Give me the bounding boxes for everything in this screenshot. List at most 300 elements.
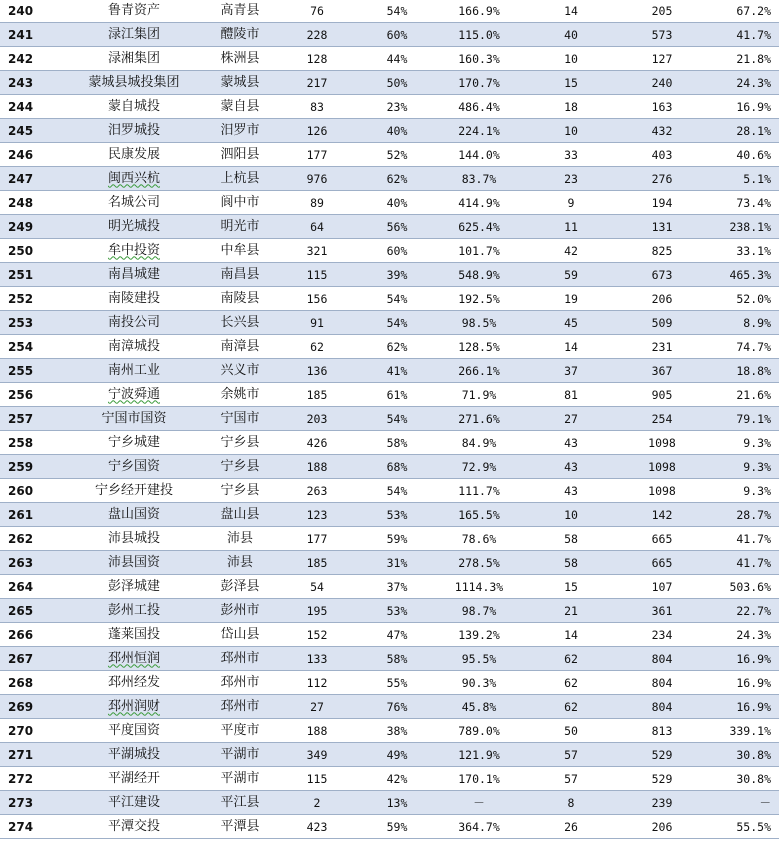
value-cell: 127 (616, 47, 708, 71)
table-row (0, 311, 779, 335)
table-row (0, 143, 779, 167)
percent-cell: 79.1% (708, 407, 779, 431)
value-cell: 76 (272, 0, 362, 23)
value-cell: 234 (616, 623, 708, 647)
value-cell: 128 (272, 47, 362, 71)
value-cell: 45 (526, 311, 616, 335)
percent-cell: 5.1% (708, 167, 779, 191)
value-cell: 81 (526, 383, 616, 407)
ratio-cell: 90.3% (432, 671, 526, 695)
company-name-cell: 汨罗城投 (60, 119, 208, 143)
value-cell: 131 (616, 215, 708, 239)
company-name-cell: 邳州经发 (60, 671, 208, 695)
company-name-cell (60, 695, 208, 719)
table-row (0, 575, 779, 599)
company-name-cell (60, 167, 208, 191)
percent-cell: 40% (362, 119, 432, 143)
percent-cell: 59% (362, 815, 432, 839)
table-row (0, 647, 779, 671)
percent-cell: 18.8% (708, 359, 779, 383)
company-name-text: 邳州恒润 (107, 650, 160, 666)
company-name-cell: 鲁青资产 (60, 0, 208, 23)
value-cell: 59 (526, 263, 616, 287)
table-row (0, 263, 779, 287)
rank-cell: 271 (0, 743, 60, 767)
company-name-cell: 平潭交投 (60, 815, 208, 839)
region-cell: 长兴县 (208, 311, 272, 335)
company-name-cell: 渌湘集团 (60, 47, 208, 71)
region-cell: 上杭县 (208, 167, 272, 191)
value-cell: 123 (272, 503, 362, 527)
table-row (0, 0, 779, 23)
value-cell: 529 (616, 743, 708, 767)
value-cell: 2 (272, 791, 362, 815)
value-cell: 19 (526, 287, 616, 311)
table-row (0, 599, 779, 623)
rank-cell: 268 (0, 671, 60, 695)
ratio-cell: 548.9% (432, 263, 526, 287)
percent-cell: 30.8% (708, 767, 779, 791)
percent-cell: 47% (362, 623, 432, 647)
percent-cell: 53% (362, 503, 432, 527)
percent-cell: 24.3% (708, 623, 779, 647)
region-cell: 明光市 (208, 215, 272, 239)
value-cell: 203 (272, 407, 362, 431)
rank-cell: 249 (0, 215, 60, 239)
value-cell: 156 (272, 287, 362, 311)
value-cell: 14 (526, 623, 616, 647)
value-cell: 349 (272, 743, 362, 767)
region-cell: 平度市 (208, 719, 272, 743)
percent-cell: 33.1% (708, 239, 779, 263)
value-cell: 152 (272, 623, 362, 647)
company-name-cell: 南投公司 (60, 311, 208, 335)
percent-cell: 22.7% (708, 599, 779, 623)
value-cell: 107 (616, 575, 708, 599)
ratio-cell: 98.7% (432, 599, 526, 623)
region-cell: 沛县 (208, 551, 272, 575)
company-name-cell: 平湖城投 (60, 743, 208, 767)
company-name-cell: 蒙自城投 (60, 95, 208, 119)
value-cell: 426 (272, 431, 362, 455)
percent-cell: 50% (362, 71, 432, 95)
rank-cell: 272 (0, 767, 60, 791)
percent-cell: 40.6% (708, 143, 779, 167)
value-cell: 206 (616, 287, 708, 311)
rank-cell: 245 (0, 119, 60, 143)
value-cell: 37 (526, 359, 616, 383)
value-cell: 26 (526, 815, 616, 839)
value-cell: 62 (526, 647, 616, 671)
ratio-cell: － (432, 791, 526, 815)
value-cell: 254 (616, 407, 708, 431)
percent-cell: 238.1% (708, 215, 779, 239)
table-row (0, 767, 779, 791)
table-row (0, 815, 779, 839)
percent-cell: 58% (362, 647, 432, 671)
table-row (0, 791, 779, 815)
value-cell: 263 (272, 479, 362, 503)
value-cell: 188 (272, 719, 362, 743)
rank-cell: 265 (0, 599, 60, 623)
percent-cell: 54% (362, 311, 432, 335)
region-cell: 邳州市 (208, 671, 272, 695)
value-cell: 673 (616, 263, 708, 287)
percent-cell: 49% (362, 743, 432, 767)
percent-cell: 56% (362, 215, 432, 239)
rank-cell: 253 (0, 311, 60, 335)
rank-cell: 261 (0, 503, 60, 527)
percent-cell: 30.8% (708, 743, 779, 767)
value-cell: 115 (272, 767, 362, 791)
rank-cell: 255 (0, 359, 60, 383)
percent-cell: 465.3% (708, 263, 779, 287)
ratio-cell: 170.1% (432, 767, 526, 791)
rank-cell: 257 (0, 407, 60, 431)
percent-cell: 44% (362, 47, 432, 71)
company-name-cell: 宁乡经开建投 (60, 479, 208, 503)
value-cell: 804 (616, 647, 708, 671)
ratio-cell: 78.6% (432, 527, 526, 551)
percent-cell: 54% (362, 287, 432, 311)
region-cell: 宁乡县 (208, 431, 272, 455)
region-cell: 株洲县 (208, 47, 272, 71)
rank-cell: 274 (0, 815, 60, 839)
percent-cell: 16.9% (708, 695, 779, 719)
table-row (0, 527, 779, 551)
company-name-cell: 名城公司 (60, 191, 208, 215)
region-cell: 余姚市 (208, 383, 272, 407)
region-cell: 泗阳县 (208, 143, 272, 167)
value-cell: 21 (526, 599, 616, 623)
value-cell: 905 (616, 383, 708, 407)
ratio-cell: 83.7% (432, 167, 526, 191)
value-cell: 40 (526, 23, 616, 47)
percent-cell: 28.1% (708, 119, 779, 143)
value-cell: 194 (616, 191, 708, 215)
percent-cell: 37% (362, 575, 432, 599)
ratio-cell: 625.4% (432, 215, 526, 239)
company-name-cell: 宁乡城建 (60, 431, 208, 455)
value-cell: 133 (272, 647, 362, 671)
value-cell: 62 (526, 695, 616, 719)
value-cell: 423 (272, 815, 362, 839)
rank-cell: 250 (0, 239, 60, 263)
company-name-text: 闽西兴杭 (107, 170, 160, 186)
ratio-cell: 95.5% (432, 647, 526, 671)
percent-cell: 62% (362, 167, 432, 191)
rank-cell: 244 (0, 95, 60, 119)
percent-cell: 73.4% (708, 191, 779, 215)
rank-cell: 273 (0, 791, 60, 815)
value-cell: 27 (526, 407, 616, 431)
value-cell: 126 (272, 119, 362, 143)
table-row (0, 71, 779, 95)
ratio-cell: 278.5% (432, 551, 526, 575)
company-name-cell: 平湖经开 (60, 767, 208, 791)
company-name-cell: 渌江集团 (60, 23, 208, 47)
percent-cell: 61% (362, 383, 432, 407)
value-cell: 1098 (616, 479, 708, 503)
table-row (0, 287, 779, 311)
value-cell: 14 (526, 0, 616, 23)
percent-cell: 16.9% (708, 95, 779, 119)
company-name-text: 牟中投资 (107, 242, 160, 258)
percent-cell: 38% (362, 719, 432, 743)
table-row (0, 95, 779, 119)
percent-cell: 42% (362, 767, 432, 791)
table-row (0, 743, 779, 767)
value-cell: 188 (272, 455, 362, 479)
company-name-cell: 南漳城投 (60, 335, 208, 359)
table-row (0, 431, 779, 455)
ratio-cell: 160.3% (432, 47, 526, 71)
ratio-cell: 144.0% (432, 143, 526, 167)
company-name-cell (60, 239, 208, 263)
rank-cell: 258 (0, 431, 60, 455)
table-row (0, 47, 779, 71)
ratio-cell: 266.1% (432, 359, 526, 383)
rank-cell: 270 (0, 719, 60, 743)
percent-cell: 339.1% (708, 719, 779, 743)
percent-cell: 58% (362, 431, 432, 455)
rank-cell: 240 (0, 0, 60, 23)
region-cell: 南漳县 (208, 335, 272, 359)
rank-cell: 266 (0, 623, 60, 647)
value-cell: 64 (272, 215, 362, 239)
rank-cell: 264 (0, 575, 60, 599)
value-cell: 403 (616, 143, 708, 167)
ratio-cell: 224.1% (432, 119, 526, 143)
company-name-cell: 宁国市国资 (60, 407, 208, 431)
value-cell: 50 (526, 719, 616, 743)
rank-cell: 262 (0, 527, 60, 551)
percent-cell: 55% (362, 671, 432, 695)
rank-cell: 259 (0, 455, 60, 479)
percent-cell: 16.9% (708, 671, 779, 695)
ratio-cell: 789.0% (432, 719, 526, 743)
region-cell: 彭泽县 (208, 575, 272, 599)
company-name-cell: 蓬莱国投 (60, 623, 208, 647)
rank-cell: 269 (0, 695, 60, 719)
company-name-cell: 南陵建投 (60, 287, 208, 311)
percent-cell: 41.7% (708, 527, 779, 551)
value-cell: 231 (616, 335, 708, 359)
value-cell: 573 (616, 23, 708, 47)
value-cell: 177 (272, 527, 362, 551)
company-name-text: 邳州润财 (107, 698, 160, 714)
region-cell: 阆中市 (208, 191, 272, 215)
ratio-cell: 414.9% (432, 191, 526, 215)
table-row (0, 119, 779, 143)
value-cell: 10 (526, 47, 616, 71)
ratio-cell: 364.7% (432, 815, 526, 839)
value-cell: 825 (616, 239, 708, 263)
ratio-cell: 128.5% (432, 335, 526, 359)
region-cell: 宁国市 (208, 407, 272, 431)
rank-cell: 247 (0, 167, 60, 191)
region-cell: 宁乡县 (208, 455, 272, 479)
value-cell: 185 (272, 383, 362, 407)
company-name-cell: 彭泽城建 (60, 575, 208, 599)
region-cell: 沛县 (208, 527, 272, 551)
table-row (0, 719, 779, 743)
region-cell: 蒙城县 (208, 71, 272, 95)
company-name-cell: 南昌城建 (60, 263, 208, 287)
rank-cell: 263 (0, 551, 60, 575)
percent-cell: 67.2% (708, 0, 779, 23)
value-cell: 813 (616, 719, 708, 743)
percent-cell: 41.7% (708, 23, 779, 47)
region-cell: 宁乡县 (208, 479, 272, 503)
table-row (0, 455, 779, 479)
rank-cell: 242 (0, 47, 60, 71)
value-cell: 33 (526, 143, 616, 167)
company-name-cell: 明光城投 (60, 215, 208, 239)
percent-cell: 54% (362, 479, 432, 503)
region-cell: 平湖市 (208, 767, 272, 791)
table-row (0, 335, 779, 359)
percent-cell: 41.7% (708, 551, 779, 575)
region-cell: 邳州市 (208, 647, 272, 671)
value-cell: 361 (616, 599, 708, 623)
percent-cell: 31% (362, 551, 432, 575)
rank-cell: 243 (0, 71, 60, 95)
rank-cell: 241 (0, 23, 60, 47)
rank-cell: 248 (0, 191, 60, 215)
percent-cell: 60% (362, 23, 432, 47)
value-cell: 18 (526, 95, 616, 119)
percent-cell: 9.3% (708, 431, 779, 455)
percent-cell: 41% (362, 359, 432, 383)
rank-cell: 251 (0, 263, 60, 287)
company-name-cell: 平度国资 (60, 719, 208, 743)
value-cell: 142 (616, 503, 708, 527)
company-name-cell: 宁乡国资 (60, 455, 208, 479)
region-cell: 平潭县 (208, 815, 272, 839)
percent-cell: 60% (362, 239, 432, 263)
ratio-cell: 84.9% (432, 431, 526, 455)
table-row (0, 23, 779, 47)
value-cell: 62 (272, 335, 362, 359)
ratio-cell: 192.5% (432, 287, 526, 311)
value-cell: 195 (272, 599, 362, 623)
company-name-cell: 蒙城县城投集团 (60, 71, 208, 95)
company-name-cell: 平江建设 (60, 791, 208, 815)
value-cell: 43 (526, 431, 616, 455)
percent-cell: 53% (362, 599, 432, 623)
ratio-cell: 98.5% (432, 311, 526, 335)
value-cell: 1098 (616, 455, 708, 479)
company-name-text: 宁波舜通 (107, 386, 160, 402)
value-cell: 9 (526, 191, 616, 215)
region-cell: 南昌县 (208, 263, 272, 287)
value-cell: 10 (526, 503, 616, 527)
value-cell: 665 (616, 551, 708, 575)
region-cell: 兴义市 (208, 359, 272, 383)
company-name-cell: 南州工业 (60, 359, 208, 383)
ratio-cell: 1114.3% (432, 575, 526, 599)
company-name-cell: 沛县城投 (60, 527, 208, 551)
table-row (0, 359, 779, 383)
ratio-cell: 121.9% (432, 743, 526, 767)
percent-cell: 52% (362, 143, 432, 167)
rank-cell: 260 (0, 479, 60, 503)
value-cell: 83 (272, 95, 362, 119)
value-cell: 14 (526, 335, 616, 359)
percent-cell: 9.3% (708, 479, 779, 503)
table-row (0, 215, 779, 239)
value-cell: 206 (616, 815, 708, 839)
value-cell: 10 (526, 119, 616, 143)
value-cell: 27 (272, 695, 362, 719)
percent-cell: 9.3% (708, 455, 779, 479)
value-cell: 58 (526, 527, 616, 551)
value-cell: 58 (526, 551, 616, 575)
percent-cell: 59% (362, 527, 432, 551)
value-cell: 367 (616, 359, 708, 383)
company-name-cell: 沛县国资 (60, 551, 208, 575)
value-cell: 239 (616, 791, 708, 815)
value-cell: 42 (526, 239, 616, 263)
value-cell: 177 (272, 143, 362, 167)
percent-cell: 24.3% (708, 71, 779, 95)
percent-cell: － (708, 791, 779, 815)
region-cell: 邳州市 (208, 695, 272, 719)
value-cell: 804 (616, 695, 708, 719)
ratio-cell: 72.9% (432, 455, 526, 479)
table-row (0, 623, 779, 647)
table-row (0, 383, 779, 407)
ratio-cell: 165.5% (432, 503, 526, 527)
value-cell: 509 (616, 311, 708, 335)
value-cell: 228 (272, 23, 362, 47)
value-cell: 205 (616, 0, 708, 23)
rank-cell: 254 (0, 335, 60, 359)
percent-cell: 55.5% (708, 815, 779, 839)
company-name-cell: 盘山国资 (60, 503, 208, 527)
value-cell: 8 (526, 791, 616, 815)
company-name-cell (60, 647, 208, 671)
value-cell: 240 (616, 71, 708, 95)
percent-cell: 76% (362, 695, 432, 719)
percent-cell: 54% (362, 0, 432, 23)
rank-cell: 267 (0, 647, 60, 671)
company-name-cell: 彭州工投 (60, 599, 208, 623)
region-cell: 盘山县 (208, 503, 272, 527)
percent-cell: 23% (362, 95, 432, 119)
ratio-cell: 139.2% (432, 623, 526, 647)
percent-cell: 28.7% (708, 503, 779, 527)
value-cell: 432 (616, 119, 708, 143)
region-cell: 蒙自县 (208, 95, 272, 119)
table-row (0, 479, 779, 503)
value-cell: 15 (526, 71, 616, 95)
ratio-cell: 271.6% (432, 407, 526, 431)
company-name-cell (60, 383, 208, 407)
value-cell: 91 (272, 311, 362, 335)
value-cell: 529 (616, 767, 708, 791)
percent-cell: 39% (362, 263, 432, 287)
value-cell: 15 (526, 575, 616, 599)
value-cell: 112 (272, 671, 362, 695)
value-cell: 115 (272, 263, 362, 287)
table-row (0, 671, 779, 695)
table-row (0, 407, 779, 431)
value-cell: 62 (526, 671, 616, 695)
region-cell: 高青县 (208, 0, 272, 23)
value-cell: 804 (616, 671, 708, 695)
